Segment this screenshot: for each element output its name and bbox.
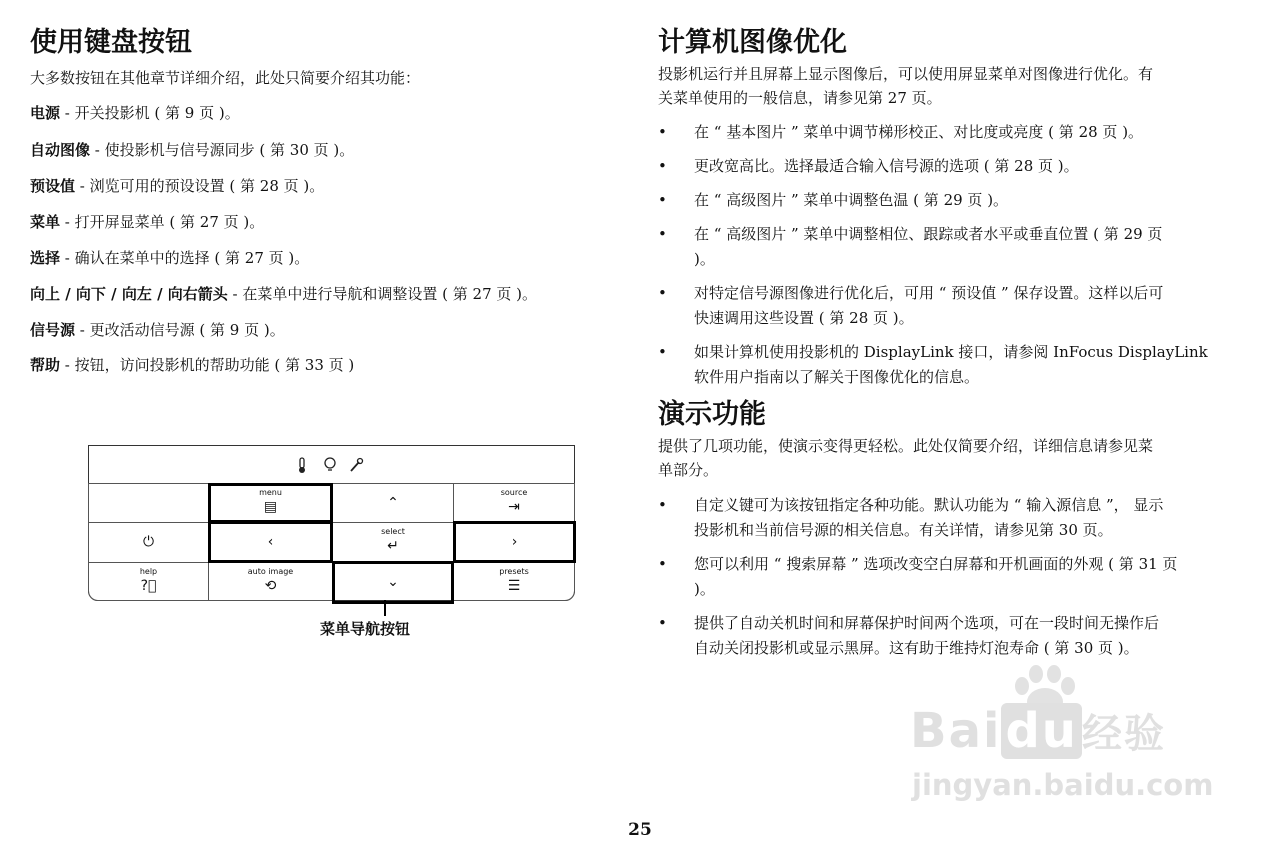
down-arrow-icon: ⌄: [387, 574, 399, 590]
bullet-text-line: 软件用户指南以了解关于图像优化的信息。: [694, 368, 980, 386]
bullet-item: [658, 340, 1258, 390]
bullet-dot: •: [658, 614, 667, 632]
bullet-text-line: )。: [694, 250, 715, 268]
blank-key: [88, 483, 209, 523]
bullet-text-line: 在 “ 高级图片 ” 菜单中调整色温 ( 第 29 页 )。: [694, 191, 1009, 209]
auto-image-icon: ⟲: [264, 578, 277, 594]
watermark-du: du: [1001, 703, 1082, 759]
button-description: - 按钮，访问投影机的帮助功能 ( 第 33 页 ): [60, 356, 355, 374]
help-icon: ?⃝: [140, 578, 157, 594]
button-description: - 使投影机与信号源同步 ( 第 30 页 )。: [90, 141, 355, 159]
button-description-item: [30, 174, 324, 198]
down-arrow-button[interactable]: [332, 561, 454, 604]
bullet-item: [658, 120, 1258, 145]
button-description: - 开关投影机 ( 第 9 页 )。: [60, 104, 240, 122]
select-button[interactable]: [332, 522, 454, 563]
section2-bullet-list: [658, 493, 1258, 661]
watermark-jingyan: 经验: [1081, 711, 1166, 757]
bullet-item: [658, 552, 1258, 602]
button-description: - 打开屏显菜单 ( 第 27 页 )。: [60, 213, 265, 231]
left-intro: 大多数按钮在其他章节详细介绍，此处只简要介绍其功能：: [30, 69, 421, 87]
power-button[interactable]: [88, 522, 209, 563]
button-description-item: [30, 318, 285, 342]
page-number: 25: [628, 820, 652, 840]
source-button[interactable]: [453, 483, 575, 523]
section1-intro-line2: 关菜单使用的一般信息，请参见第 27 页。: [658, 89, 942, 107]
section2-intro-line1: 提供了几项功能，使演示变得更轻松。此处仅简要介绍，详细信息请参见菜: [658, 437, 1154, 455]
button-term: 菜单: [30, 213, 61, 231]
section2-intro-line2: 单部分。: [658, 461, 719, 479]
watermark-url: jingyan.baidu.com: [912, 768, 1214, 802]
bullet-text-line: 提供了自动关机时间和屏幕保护时间两个选项，可在一段时间无操作后: [694, 614, 1160, 632]
left-arrow-icon: ‹: [267, 534, 274, 550]
select-label: select: [381, 527, 405, 536]
lamp-icon: [325, 458, 335, 470]
button-description-item: [30, 138, 354, 162]
section1-title: 计算机图像优化: [658, 27, 847, 58]
left-title: 使用键盘按钮: [30, 27, 192, 58]
up-arrow-icon: ⌃: [387, 495, 399, 511]
button-term: 信号源: [30, 321, 76, 339]
watermark: [900, 660, 1214, 810]
bullet-item: [658, 154, 1258, 179]
bullet-text-line: 在 “ 高级图片 ” 菜单中调整相位、跟踪或者水平或垂直位置 ( 第 29 页: [694, 225, 1163, 243]
bullet-dot: •: [658, 343, 667, 361]
button-description: - 在菜单中进行导航和调整设置 ( 第 27 页 )。: [227, 285, 538, 303]
help-button[interactable]: [88, 562, 209, 601]
menu-icon: ▤: [263, 499, 278, 515]
section1-bullet-list: [658, 120, 1258, 390]
bullet-item: [658, 222, 1258, 272]
button-term: 预设值: [30, 177, 76, 195]
bullet-text-line: 自动关闭投影机或显示黑屏。这有助于维持灯泡寿命 ( 第 30 页 )。: [694, 639, 1139, 657]
button-term: 选择: [30, 249, 61, 267]
button-description: - 浏览可用的预设设置 ( 第 28 页 )。: [75, 177, 325, 195]
bullet-item: [658, 611, 1258, 661]
bullet-item: [658, 493, 1258, 543]
bullet-dot: •: [658, 191, 667, 209]
keypad-diagram: [88, 445, 575, 601]
bullet-text-line: 更改宽高比。选择最适合输入信号源的选项 ( 第 28 页 )。: [694, 157, 1079, 175]
button-term: 帮助: [30, 356, 61, 374]
button-description-item: [30, 353, 354, 377]
bullet-text-line: 自定义键可为该按钮指定各种功能。默认功能为 “ 输入源信息 ”， 显示: [694, 496, 1164, 514]
caption-leader-line: [384, 600, 386, 616]
enter-icon: ↵: [387, 538, 399, 554]
bullet-text-line: 在 “ 基本图片 ” 菜单中调节梯形校正、对比度或亮度 ( 第 28 页 )。: [694, 123, 1144, 141]
bullet-text-line: 快速调用这些设置 ( 第 28 页 )。: [694, 309, 914, 327]
up-arrow-button[interactable]: [332, 483, 454, 523]
left-arrow-button[interactable]: [208, 521, 333, 563]
presets-label: presets: [499, 567, 529, 576]
right-arrow-icon: ›: [511, 534, 518, 550]
bullet-dot: •: [658, 555, 667, 573]
bullet-dot: •: [658, 123, 667, 141]
section1-intro-line1: 投影机运行并且屏幕上显示图像后，可以使用屏显菜单对图像进行优化。有: [658, 65, 1154, 83]
button-term: 电源: [30, 104, 61, 122]
bullet-dot: •: [658, 496, 667, 514]
bullet-text-line: 如果计算机使用投影机的 DisplayLink 接口，请参阅 InFocus DisplayLink: [694, 343, 1208, 361]
button-term: 自动图像: [30, 141, 91, 159]
thermometer-icon: [299, 458, 305, 473]
keypad-caption: 菜单导航按钮: [320, 620, 411, 638]
button-description-item: [30, 210, 264, 234]
wrench-icon: [351, 459, 363, 472]
watermark-bai: Bai: [910, 703, 1002, 759]
button-description-item: [30, 246, 309, 270]
button-term: 向上 / 向下 / 向左 / 向右箭头: [30, 285, 228, 303]
bullet-item: [658, 188, 1258, 213]
bullet-item: [658, 281, 1258, 331]
bullet-dot: •: [658, 284, 667, 302]
presets-icon: ☰: [507, 578, 521, 594]
menu-label: menu: [259, 488, 282, 497]
bullet-dot: •: [658, 225, 667, 243]
help-label: help: [139, 567, 158, 576]
right-arrow-button[interactable]: [453, 521, 576, 563]
bullet-text-line: 您可以利用 “ 搜索屏幕 ” 选项改变空白屏幕和开机画面的外观 ( 第 31 页: [694, 555, 1178, 573]
indicator-row: [89, 446, 574, 483]
bullet-text-line: )。: [694, 580, 715, 598]
menu-button[interactable]: [208, 483, 333, 523]
button-description: - 更改活动信号源 ( 第 9 页 )。: [75, 321, 285, 339]
source-label: source: [500, 488, 528, 497]
button-description-item: [30, 101, 240, 125]
auto-image-button[interactable]: [208, 562, 333, 601]
button-description: - 确认在菜单中的选择 ( 第 27 页 )。: [60, 249, 310, 267]
power-icon: ⏻: [142, 534, 155, 550]
bullet-text-line: 投影机和当前信号源的相关信息。有关详情，请参见第 30 页。: [694, 521, 1113, 539]
button-description-item: [30, 282, 537, 306]
bullet-dot: •: [658, 157, 667, 175]
source-icon: ⇥: [508, 499, 520, 515]
presets-button[interactable]: [453, 562, 575, 601]
section2-title: 演示功能: [658, 399, 766, 430]
bullet-text-line: 对特定信号源图像进行优化后，可用 “ 预设值 ” 保存设置。这样以后可: [694, 284, 1164, 302]
auto-image-label: auto image: [247, 567, 294, 576]
